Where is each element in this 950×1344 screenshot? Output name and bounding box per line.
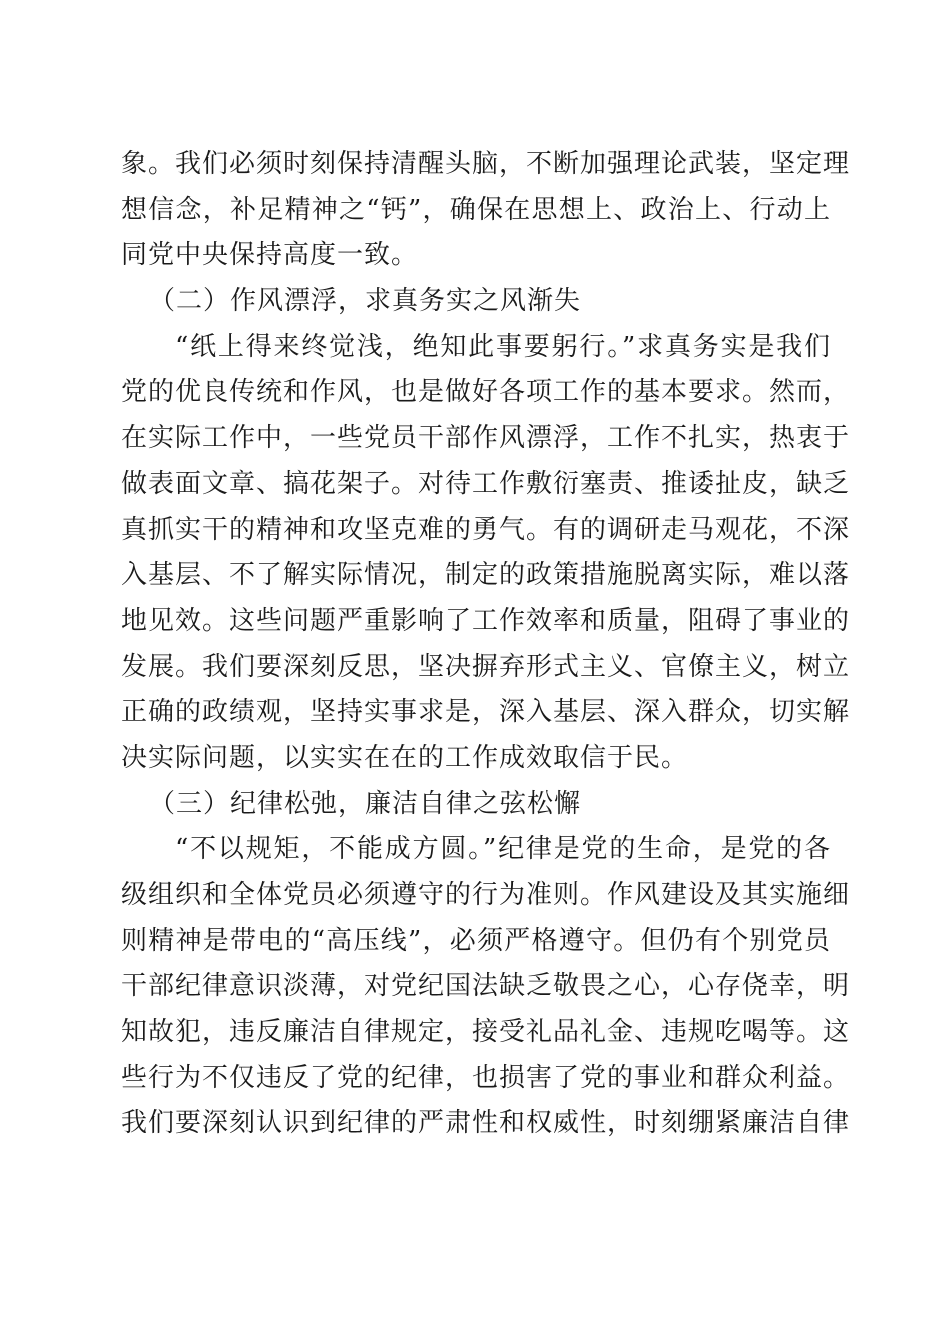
text-line: 真抓实干的精神和攻坚克难的勇气。有的调研走马观花，不深 <box>121 514 851 545</box>
text-line: 发展。我们要深刻反思，坚决摒弃形式主义、官僚主义，树立 <box>121 651 851 682</box>
text-line: “纸上得来终觉浅，绝知此事要躬行。”求真务实是我们 <box>175 331 831 362</box>
text-line: 正确的政绩观，坚持实事求是，深入基层、深入群众，切实解 <box>121 697 851 728</box>
paragraph-section-2 <box>121 325 851 782</box>
section-heading-2 <box>121 279 831 325</box>
text-line: 同党中央保持高度一致。 <box>121 240 419 271</box>
text-line: 象。我们必须时刻保持清醒头脑，不断加强理论武装，坚定理 <box>121 149 851 179</box>
text-line: 则精神是带电的“高压线”，必须严格遵守。但仍有个别党员 <box>121 925 831 956</box>
document-body <box>121 142 851 1147</box>
text-line: 些行为不仅违反了党的纪律，也损害了党的事业和群众利益。 <box>121 1062 851 1093</box>
text-line: “不以规矩，不能成方圆。”纪律是党的生命，是党的各 <box>175 834 831 865</box>
text-line: 我们要深刻认识到纪律的严肃性和权威性，时刻绷紧廉洁自律 <box>121 1108 851 1139</box>
paragraph-section-3 <box>121 827 851 1147</box>
heading-text: （三）纪律松弛，廉洁自律之弦松懈 <box>149 788 582 819</box>
text-line: 干部纪律意识淡薄，对党纪国法缺乏敬畏之心，心存侥幸，明 <box>121 971 851 1002</box>
text-line: 做表面文章、搞花架子。对待工作敷衍塞责、推诿扯皮，缺乏 <box>121 468 851 499</box>
text-line: 在实际工作中，一些党员干部作风漂浮，工作不扎实，热衷于 <box>121 423 851 454</box>
text-line: 党的优良传统和作风，也是做好各项工作的基本要求。然而， <box>121 377 851 408</box>
text-line: 级组织和全体党员必须遵守的行为准则。作风建设及其实施细 <box>121 880 851 910</box>
text-line: 想信念，补足精神之“钙”，确保在思想上、政治上、行动上 <box>121 194 831 225</box>
section-heading-3 <box>121 782 831 828</box>
text-line: 决实际问题，以实实在在的工作成效取信于民。 <box>121 742 689 773</box>
text-line: 知故犯，违反廉洁自律规定，接受礼品礼金、违规吃喝等。这 <box>121 1017 851 1048</box>
heading-text: （二）作风漂浮，求真务实之风渐失 <box>149 286 582 317</box>
paragraph-continued <box>121 142 851 279</box>
text-line: 地见效。这些问题严重影响了工作效率和质量，阻碍了事业的 <box>121 605 851 636</box>
text-line: 入基层、不了解实际情况，制定的政策措施脱离实际，难以落 <box>121 560 851 591</box>
